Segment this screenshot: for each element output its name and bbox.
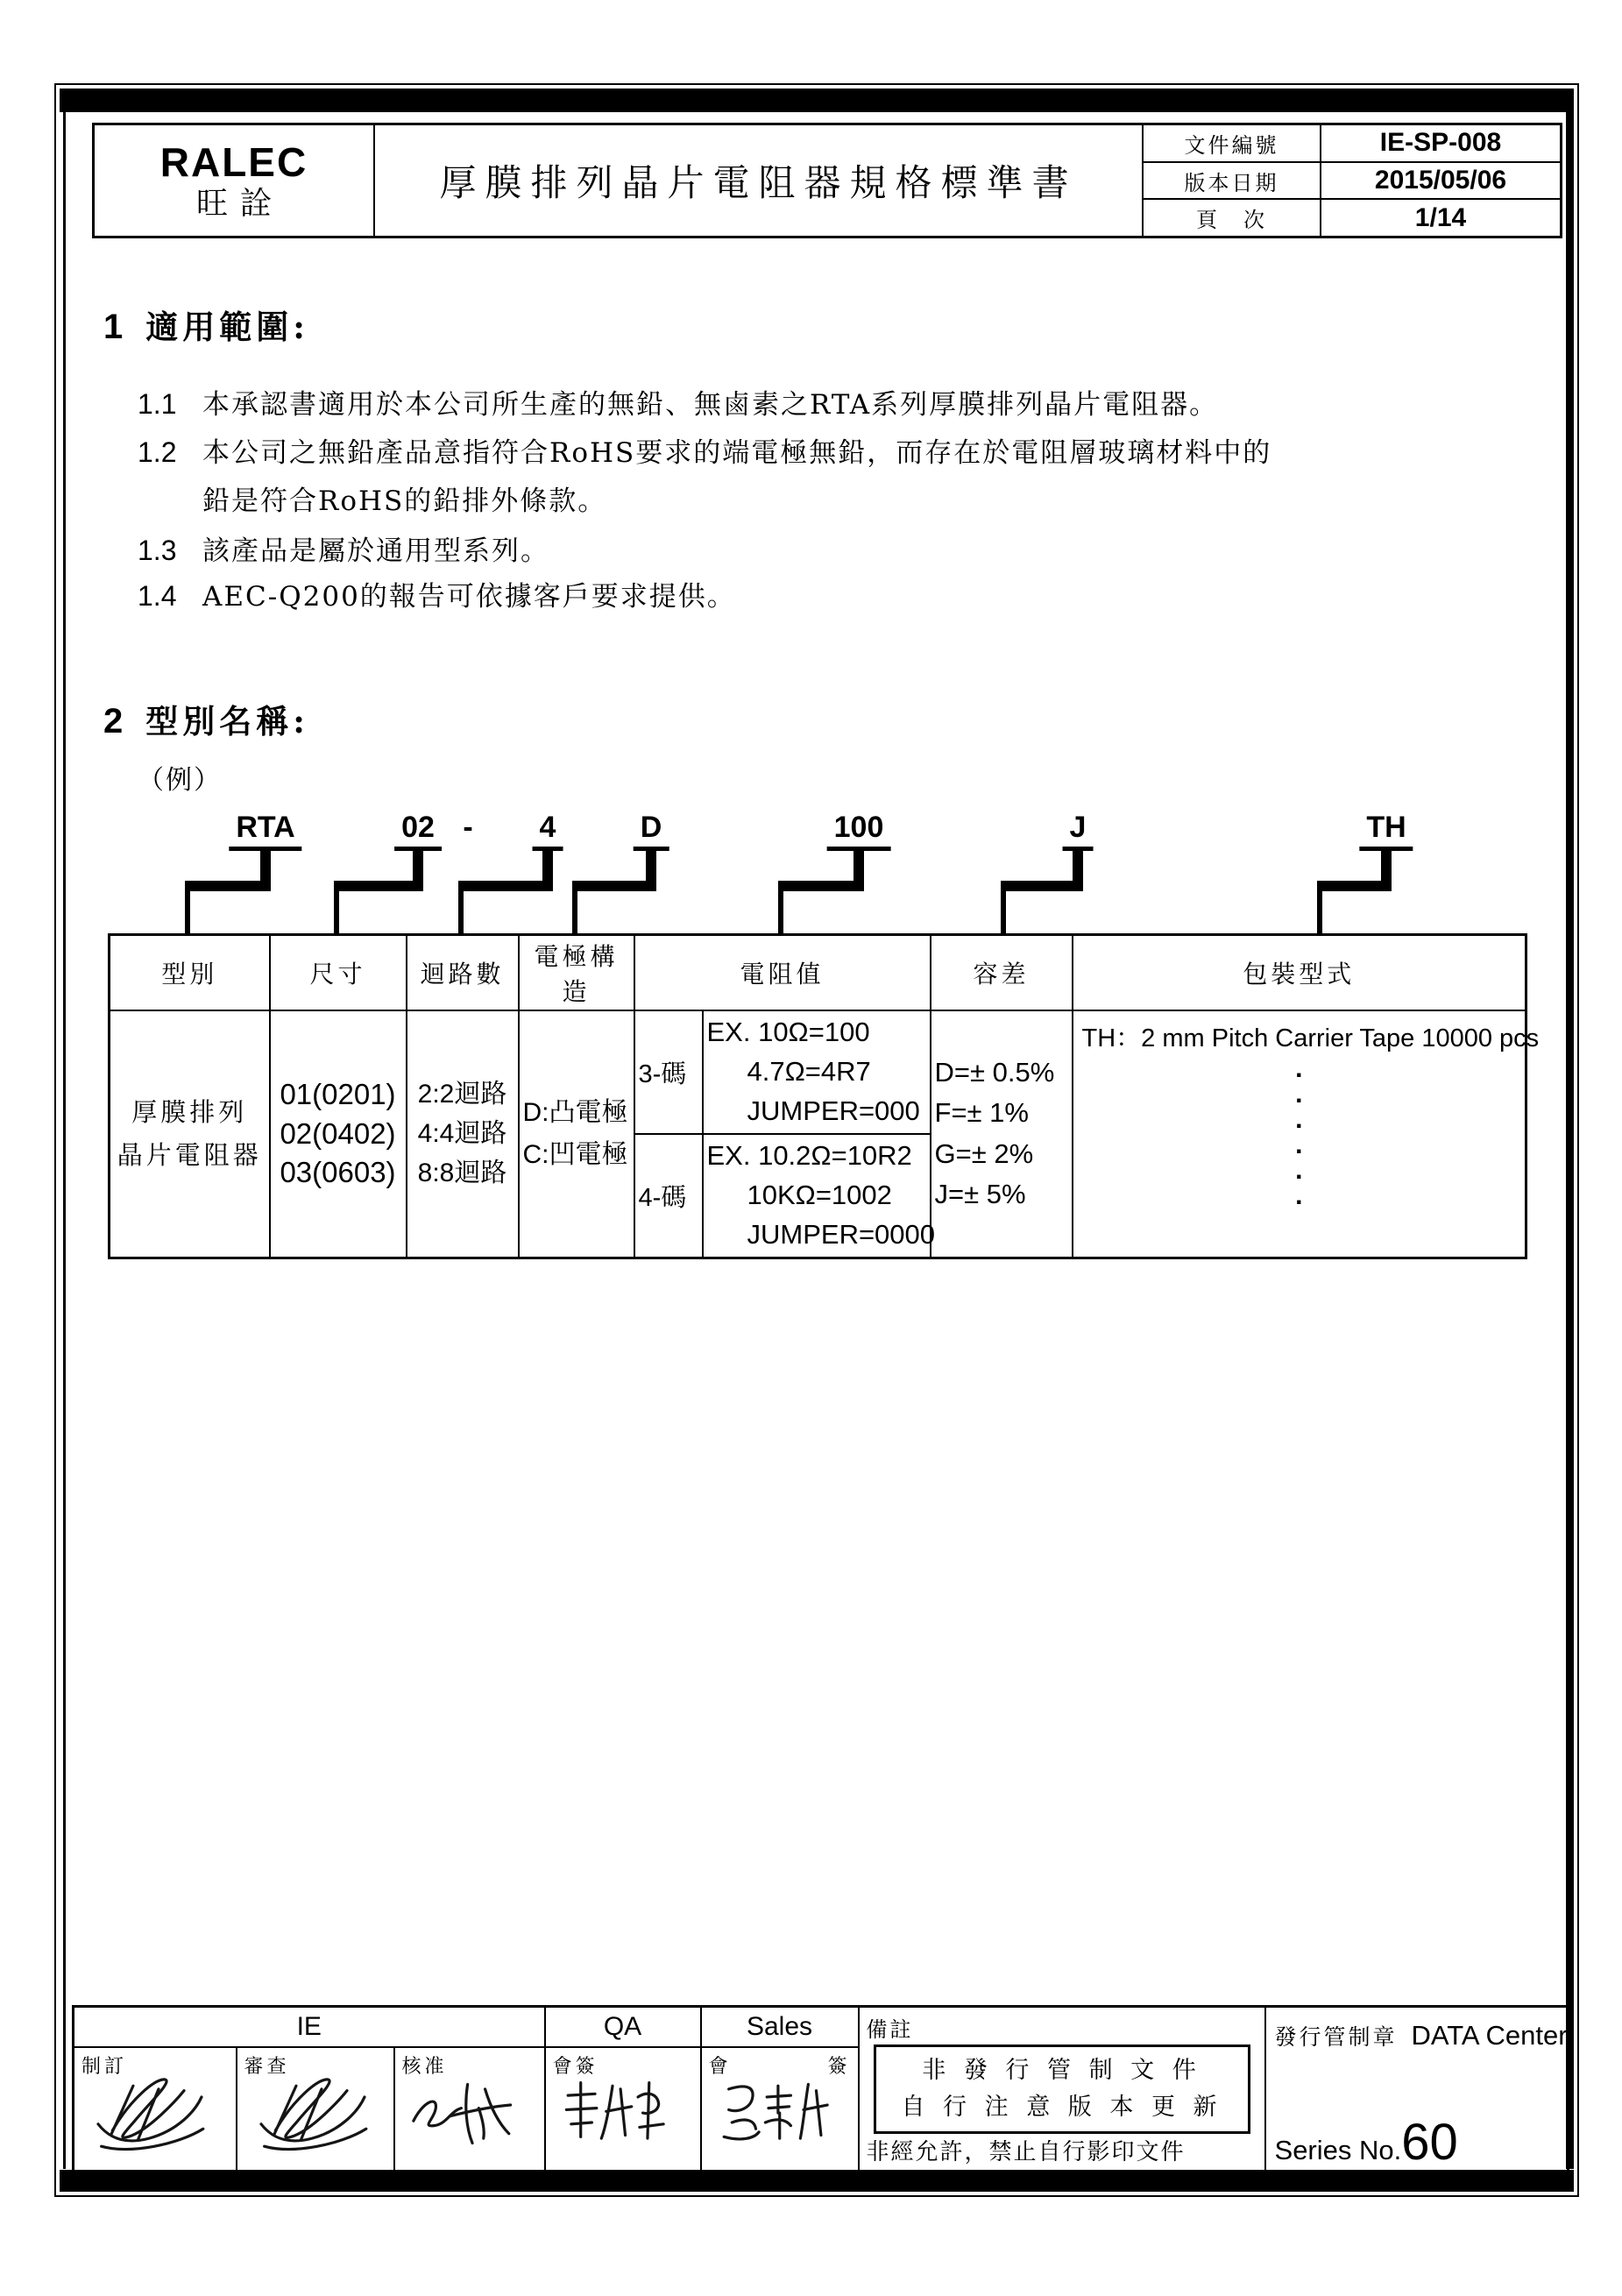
scope-item-1-4	[138, 574, 736, 613]
tolerance-option: G=± 2%	[934, 1137, 1034, 1169]
company-name-chinese: 旺詮	[195, 185, 284, 222]
doc-page-label: 頁 次	[1144, 200, 1321, 236]
connector-line	[458, 881, 553, 891]
electrode-option: D:凸電極	[522, 1097, 628, 1127]
code-part-packing: TH	[1359, 811, 1413, 851]
title-cell	[375, 125, 1142, 236]
stamp-value: DATA Center.	[1411, 2020, 1574, 2051]
connector-line	[1317, 891, 1322, 933]
example-label: （例）	[138, 765, 222, 796]
doc-version-label: 版本日期	[1144, 163, 1321, 199]
scope-item-1-2	[138, 430, 1271, 470]
page-frame	[54, 83, 1579, 2197]
col-header-type: 型別	[110, 935, 270, 1011]
col-header-resistance: 電阻值	[634, 935, 931, 1011]
circuit-option: 8:8迴路	[417, 1159, 507, 1188]
size-option: 03(0603)	[280, 1156, 396, 1189]
connector-line	[572, 881, 656, 891]
review-signature-cell	[237, 2047, 394, 2173]
approval-footer	[72, 2005, 1574, 2174]
page-top-band	[60, 89, 1574, 112]
code-part-tolerance: J	[1063, 811, 1094, 851]
note-box-line: 自 行 注 意 版 本 更 新	[901, 2094, 1222, 2121]
col-header-packing: 包裝型式	[1073, 935, 1526, 1011]
stamp-row	[1275, 2020, 1574, 2052]
resistance-example: JUMPER=0000	[747, 1218, 936, 1250]
item-number: 1.1	[138, 388, 177, 420]
connector-line	[778, 881, 864, 891]
dept-qa: QA	[545, 2007, 701, 2047]
doc-version-row	[1144, 163, 1560, 201]
dot: .	[1295, 1156, 1303, 1185]
review-signature	[243, 2062, 383, 2165]
resistance-example: JUMPER=000	[747, 1095, 920, 1126]
note-label: 備註	[866, 2017, 914, 2042]
item-number: 1.3	[138, 535, 177, 566]
size-option: 01(0201)	[280, 1077, 396, 1110]
note-box	[874, 2044, 1250, 2134]
item-text: AEC-Q200的報告可依據客戶要求提供。	[202, 581, 736, 613]
cell-tolerances	[931, 1010, 1073, 1258]
type-line: 晶片電阻器	[117, 1139, 262, 1170]
section2-number: 2	[103, 702, 124, 741]
resistance-example: 10KΩ=1002	[747, 1179, 892, 1210]
series-label: Series No.	[1274, 2135, 1402, 2165]
resistance-example: EX. 10Ω=100	[706, 1017, 870, 1047]
size-option: 02(0402)	[280, 1116, 396, 1150]
connector-line	[185, 891, 190, 933]
cell-res4-examples	[703, 1134, 936, 1258]
dept-sales: Sales	[701, 2007, 859, 2047]
draft-signature-cell	[74, 2047, 237, 2173]
col-header-tolerance: 容差	[931, 935, 1073, 1011]
tolerance-option: F=± 1%	[934, 1097, 1029, 1129]
dot: .	[1295, 1054, 1303, 1083]
section1-title: 適用範圍:	[145, 308, 309, 346]
connector-line	[458, 891, 464, 933]
stamp-cell	[1265, 2007, 1574, 2173]
approve-signature-cell	[394, 2047, 545, 2173]
connector-line	[185, 881, 271, 891]
item-number: 1.2	[138, 436, 177, 468]
col-header-circuits: 迴路數	[407, 935, 519, 1011]
item-text: 本公司之無鉛產品意指符合RoHS要求的端電極無鉛，而存在於電阻層玻璃材料中的	[202, 437, 1272, 469]
cell-res4-label: 4-碼	[634, 1134, 703, 1258]
doc-page-row	[1144, 200, 1560, 236]
cell-packing	[1073, 1010, 1540, 1258]
section1-number: 1	[103, 308, 124, 346]
doc-number-label: 文件編號	[1144, 125, 1321, 161]
cell-sizes	[270, 1010, 407, 1258]
notes-cell	[859, 2007, 1265, 2173]
series-number	[1274, 2114, 1458, 2171]
sales-countersign-cell	[701, 2047, 859, 2173]
draft-label: 制訂	[81, 2055, 128, 2078]
code-part-dash: -	[463, 811, 473, 844]
doc-version-value: 2015/05/06	[1374, 166, 1507, 195]
code-part-circuits: 4	[533, 811, 563, 851]
qa-countersign-signature	[551, 2062, 691, 2165]
note-bottom-line: 非經允許，禁止自行影印文件	[866, 2139, 1186, 2165]
dept-ie: IE	[74, 2007, 545, 2047]
code-part-series: RTA	[229, 811, 301, 851]
sales-countersign-label-right: 簽	[827, 2055, 847, 2078]
connector-line	[1317, 881, 1392, 891]
packing-description: TH：2 mm Pitch Carrier Tape 10000 pcs	[1081, 1024, 1540, 1052]
section2-title: 型別名稱:	[145, 702, 309, 741]
connector-line	[1001, 891, 1006, 933]
dot: .	[1295, 1105, 1303, 1134]
company-name: RALEC	[159, 138, 308, 185]
stamp-label: 發行管制章	[1274, 2024, 1398, 2050]
scope-item-1-2-continued: 鉛是符合RoHS的鉛排外條款。	[202, 485, 607, 517]
circuit-option: 2:2迴路	[417, 1080, 507, 1109]
draft-signature	[80, 2062, 220, 2165]
section2-heading	[103, 695, 309, 742]
doc-number-value: IE-SP-008	[1379, 128, 1502, 158]
circuit-option: 4:4迴路	[417, 1119, 507, 1149]
dot: .	[1295, 1080, 1303, 1109]
tolerance-option: D=± 0.5%	[934, 1056, 1055, 1088]
page-left-line	[63, 90, 66, 2169]
company-logo	[95, 125, 375, 236]
section1-heading	[103, 301, 309, 348]
packing-dots	[1082, 1056, 1517, 1208]
doc-info-table	[1142, 125, 1560, 236]
connector-line	[334, 881, 423, 891]
cell-res3-examples	[703, 1010, 931, 1134]
connector-line	[1001, 881, 1083, 891]
page-right-bar	[1566, 90, 1574, 2169]
dot: .	[1295, 1181, 1303, 1210]
approve-signature	[400, 2062, 536, 2165]
electrode-option: C:凹電極	[522, 1139, 628, 1169]
tolerance-option: J=± 5%	[934, 1179, 1026, 1210]
cell-type	[110, 1010, 270, 1258]
resistance-example: 4.7Ω=4R7	[747, 1055, 871, 1087]
sales-countersign-label-left: 會	[708, 2055, 732, 2078]
naming-table	[108, 933, 1540, 1259]
col-header-size: 尺寸	[270, 935, 407, 1011]
scope-item-1-1	[138, 382, 1218, 422]
col-header-electrode: 電極構造	[519, 935, 634, 1011]
code-part-resistance: 100	[827, 811, 891, 851]
connector-line	[334, 891, 339, 933]
connector-line	[778, 891, 783, 933]
cell-circuits	[407, 1010, 519, 1258]
approve-label: 核准	[401, 2055, 448, 2078]
code-part-electrode: D	[634, 811, 669, 851]
cell-electrodes	[519, 1010, 634, 1258]
series-value: 60	[1401, 2114, 1458, 2171]
sales-countersign-signature	[707, 2062, 847, 2165]
code-part-size: 02	[394, 811, 442, 851]
review-label: 審查	[244, 2055, 290, 2078]
item-text: 該產品是屬於通用型系列。	[202, 535, 549, 567]
item-number: 1.4	[138, 580, 177, 612]
qa-countersign-cell	[545, 2047, 701, 2173]
connector-line	[572, 891, 577, 933]
resistance-example: EX. 10.2Ω=10R2	[706, 1139, 912, 1171]
cell-res3-label: 3-碼	[634, 1010, 703, 1134]
item-text: 本承認書適用於本公司所生產的無鉛、無鹵素之RTA系列厚膜排列晶片電阻器。	[202, 389, 1219, 421]
document-title: 厚膜排列晶片電阻器規格標準書	[439, 161, 1078, 204]
doc-page-value: 1/14	[1414, 202, 1467, 232]
note-box-line: 非 發 行 管 制 文 件	[922, 2057, 1201, 2084]
document-header	[92, 123, 1562, 238]
qa-countersign-label: 會簽	[552, 2055, 599, 2078]
doc-number-row	[1144, 125, 1560, 163]
scope-item-1-3	[138, 528, 549, 568]
dot: .	[1295, 1130, 1303, 1159]
type-line: 厚膜排列	[131, 1096, 248, 1127]
